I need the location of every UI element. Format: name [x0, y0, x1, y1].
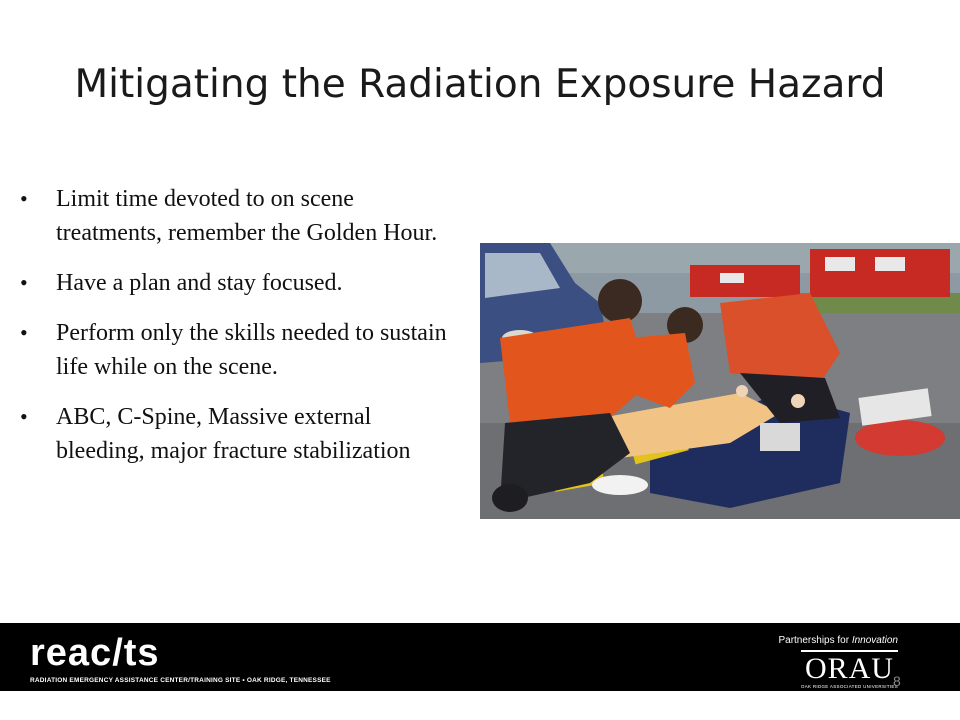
bullet-item [18, 266, 458, 300]
photo-illustration [480, 243, 960, 519]
orau-logo-text: ORAU [801, 650, 898, 684]
partners-prefix: Partnerships for [778, 635, 850, 646]
bullet-icon: • [20, 186, 28, 211]
page-number: 8 [893, 673, 901, 689]
bullet-item [18, 182, 458, 250]
slide-title: Mitigating the Radiation Exposure Hazard [74, 62, 886, 107]
orau-logo [778, 635, 898, 693]
footer-bar [0, 623, 960, 691]
orau-logo-subtitle: OAK RIDGE ASSOCIATED UNIVERSITIES [800, 684, 898, 689]
partners-tagline [778, 635, 898, 646]
bullet-icon: • [20, 270, 28, 295]
bullet-item [18, 400, 458, 468]
bullet-text: Perform only the skills needed to sustain life while on the scene. [56, 320, 447, 380]
bullet-item [18, 316, 458, 384]
bullet-text: Limit time devoted to on scene treatments, remember the Golden Hour. [56, 186, 438, 246]
bullet-text: ABC, C-Spine, Massive external bleeding, major fracture stabilization [56, 404, 411, 464]
reacts-logo [30, 633, 331, 684]
reacts-logo-subtitle: RADIATION EMERGENCY ASSISTANCE CENTER/TRAINING SITE • OAK RIDGE, TENNESSEE [30, 677, 331, 684]
bullet-text: Have a plan and stay focused. [56, 270, 343, 296]
reacts-logo-text: reac/ts [30, 632, 160, 674]
bullet-icon: • [20, 320, 28, 345]
bullet-list [18, 182, 458, 484]
orau-mark [801, 650, 898, 689]
partners-word: Innovation [851, 635, 898, 646]
emergency-responders-photo [480, 243, 960, 519]
bullet-icon: • [20, 404, 28, 429]
